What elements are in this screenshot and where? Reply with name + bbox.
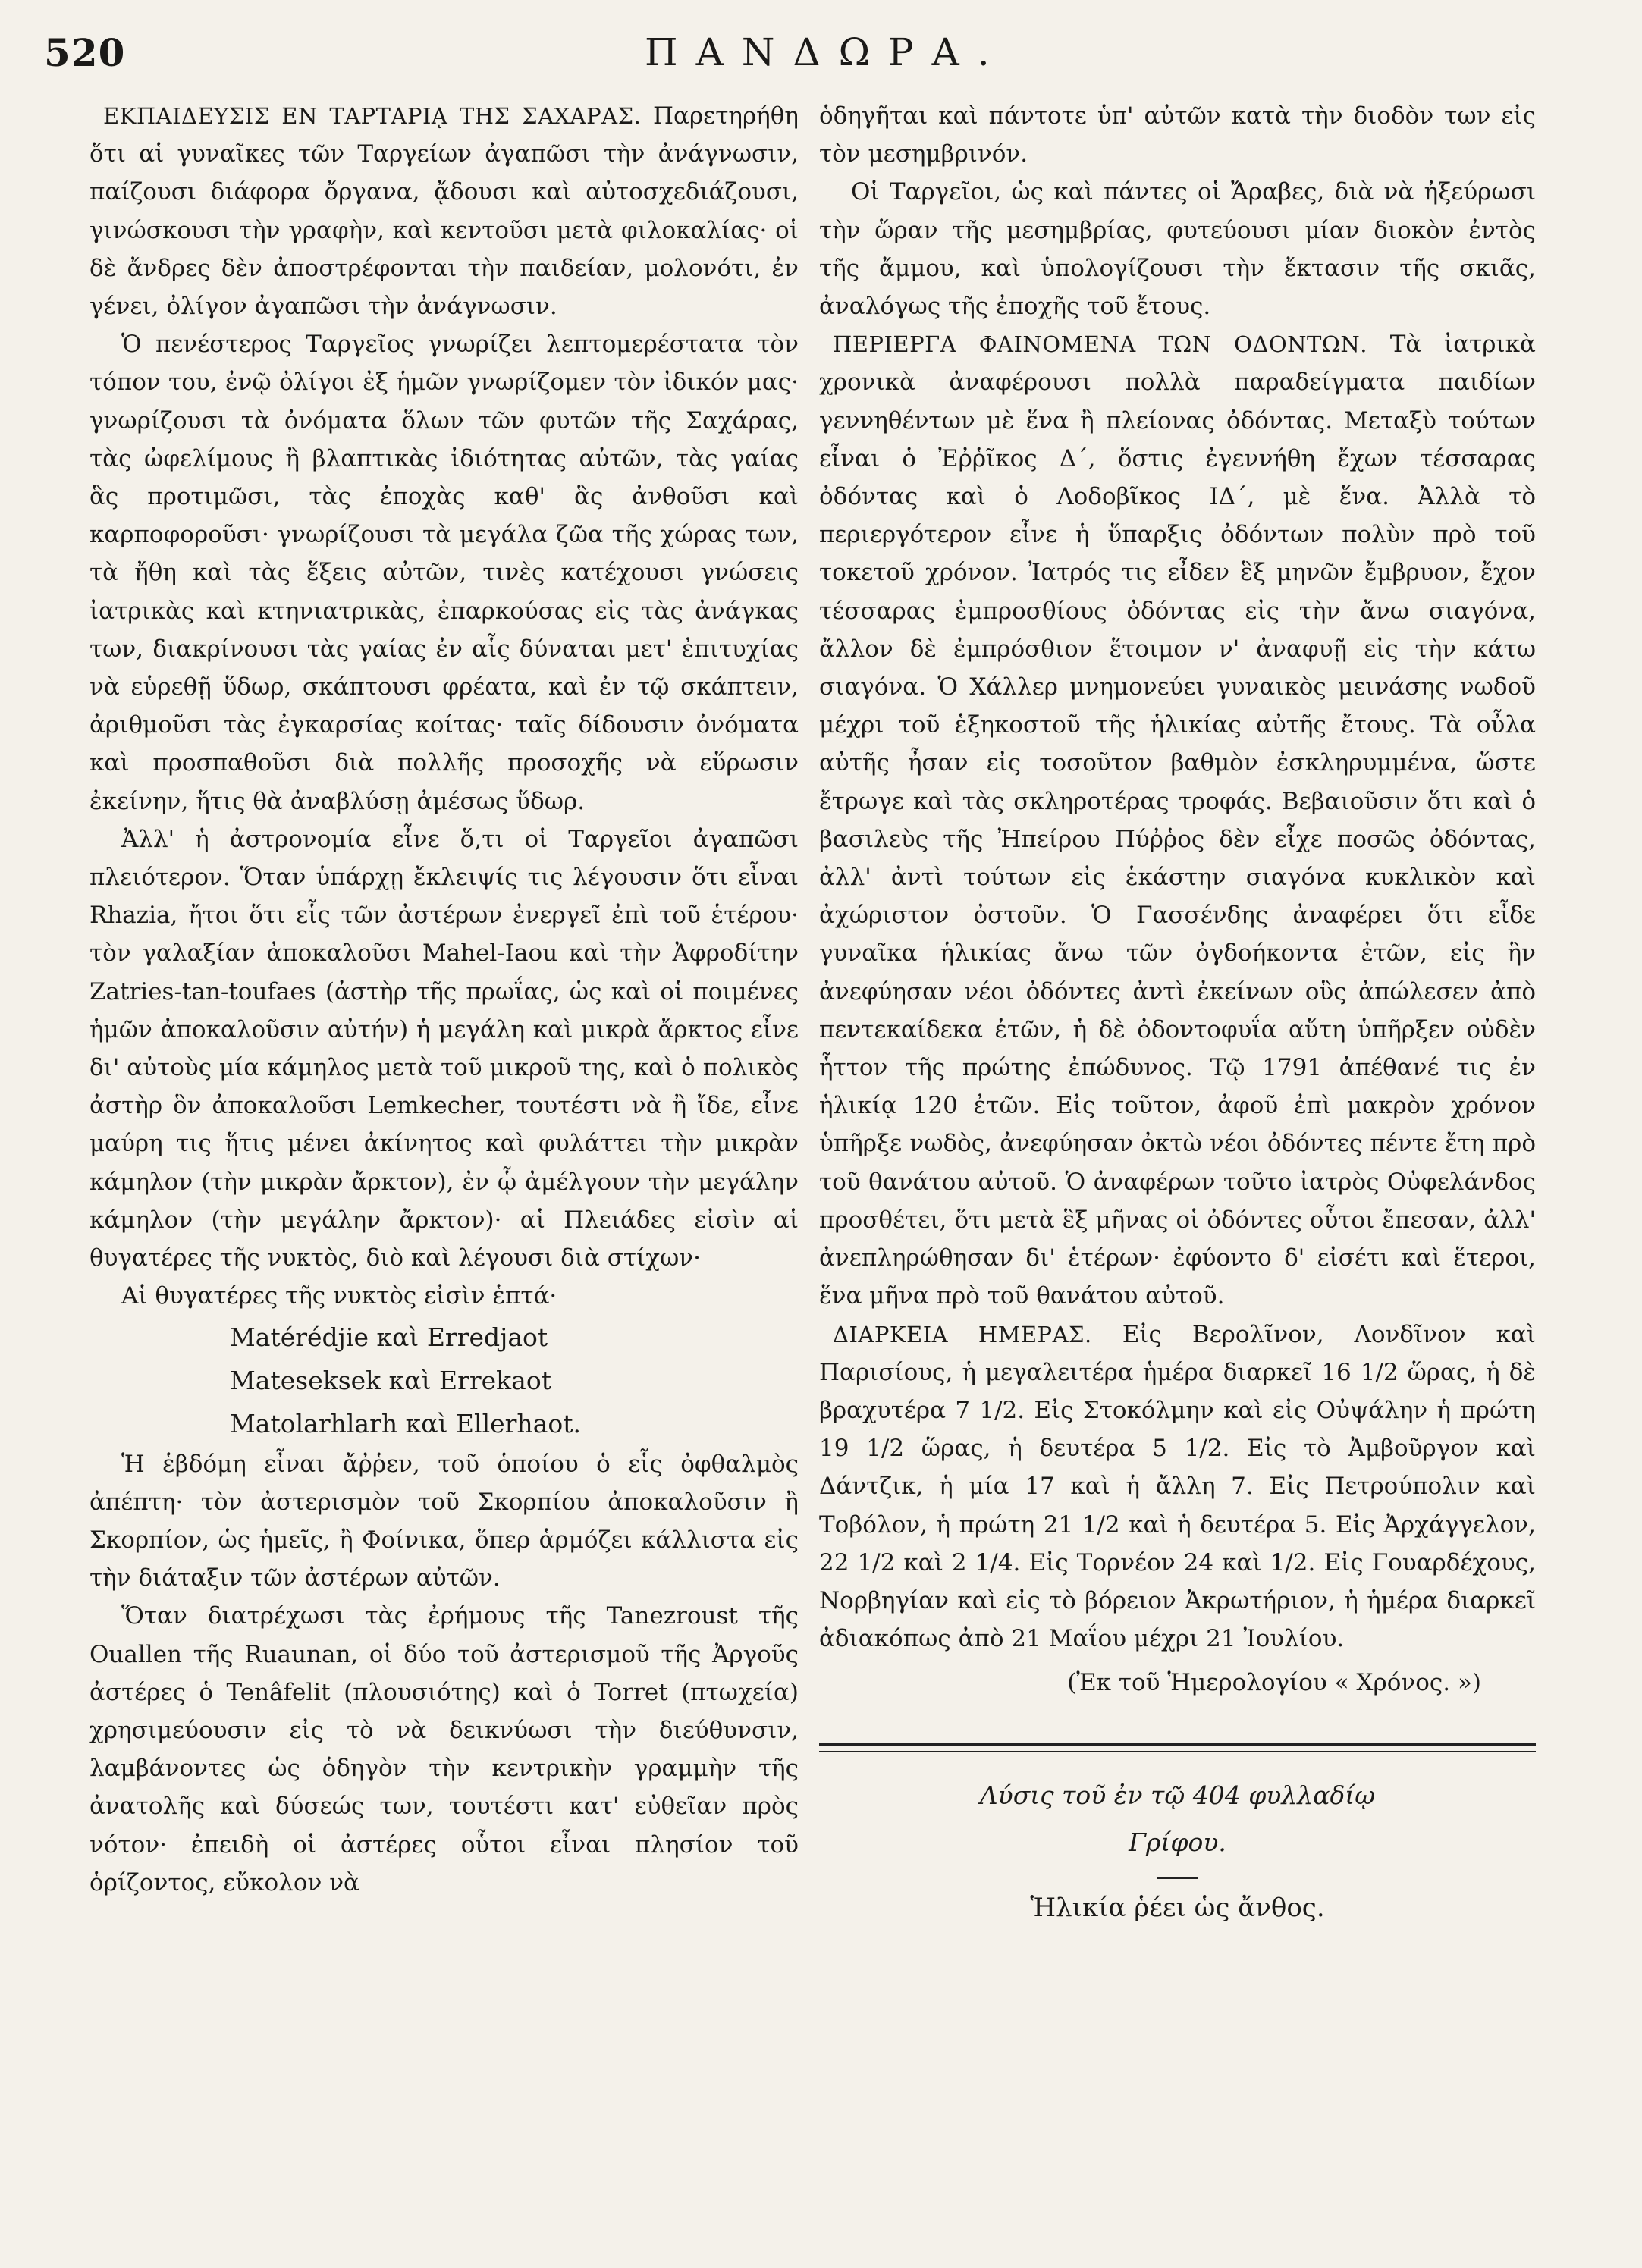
paragraph: Ἡ ἑβδόμη εἶναι ἄῤῥεν, τοῦ ὁποίου ὁ εἷς ὀφθαλμὸς ἀπέπτη· τὸν ἀστερισμὸν τοῦ Σκορπίου ἀποκαλοῦσιν ἢ Σκορπίον, ὡς ἡμεῖς, ἢ Φοίνικα, ὅπερ ἁρμόζει κάλλιστα εἰς τὴν διάταξιν τῶν ἀστέρων αὐτῶν. [89,1450,799,1592]
verse-line: Matérédjie καὶ Erredjaot [230,1322,548,1352]
section-heading: ΔΙΑΡΚΕΙΑ ΗΜΕΡΑΣ. [833,1321,1092,1347]
section-teeth-phenomena [819,325,1536,1315]
section-heading: ΠΕΡΙΕΡΓΑ ΦΑΙΝΟΜΕΝΑ ΤΩΝ ΟΔΟΝΤΩΝ. [833,331,1368,358]
riddle-title-line: Λύσις τοῦ ἐν τῷ 404 φυλλαδίῳ [979,1780,1376,1810]
right-column [819,97,1536,1932]
source-credit: (Ἐκ τοῦ Ἡμερολογίου « Χρόνος. ») [1067,1669,1481,1697]
paragraph: Ὁ πενέστερος Ταργεῖος γνωρίζει λεπτομερέστατα τὸν τόπον του, ἐνῷ ὀλίγοι ἐξ ἡμῶν γνωρίζομεν τὸν ἰδικόν μας· γνωρίζουσι τὰ ὀνόματα ὅλων τῶν φυτῶν τῆς Σαχάρας, τὰς ὠφελίμους ἢ βλαπτικὰς ἰδιότητας αὐτῶν, τὰς γαίας ἃς προτιμῶσι, τὰς ἐποχὰς καθ' ἃς ἀνθοῦσι καὶ καρποφοροῦσι· γνωρίζουσι τὰ μεγάλα ζῶα τῆς χώρας των, τὰ ἤθη καὶ τὰς ἕξεις αὐτῶν, τινὲς κατέχουσι γνώσεις ἰατρικὰς καὶ κτηνιατρικὰς, ἐπαρκούσας εἰς τὰς ἀνάγκας των, διακρίνουσι τὰς γαίας ἐν αἷς δύναται μετ' ἐπιτυχίας νὰ εὑρεθῇ ὕδωρ, σκάπτουσι φρέατα, καὶ ἐν τῷ σκάπτειν, ἀριθμοῦσι τὰς ἐγκαρσίας κοίτας· ταῖς δίδουσιν ὀνόματα καὶ προσπαθοῦσι διὰ πολλῆς προσοχῆς νὰ εὕρωσιν ἐκείνην, ἥτις θὰ ἀναβλύσῃ ἀμέσως ὕδωρ. [89,331,799,815]
paragraph: Ὅταν διατρέχωσι τὰς ἐρήμους τῆς Tanezroust τῆς Ouallen τῆς Ruaunan, οἱ δύο τοῦ ἀστερισμοῦ τῆς Ἀργοῦς ἀστέρες ὁ Tenâfelit (πλουσιότης) καὶ ὁ Torret (πτωχεία) χρησιμεύουσιν εἰς τὸ νὰ δεικνύωσι τὴν διεύθυνσιν, λαμβάνοντες ὡς ὁδηγὸν τὴν κεντρικὴν γραμμὴν τῆς ἀνατολῆς καὶ δύσεώς των, τουτέστι κατ' εὐθεῖαν πρὸς νότον· ἐπειδὴ οἱ ἀστέρες οὗτοι εἶναι πλησίον τοῦ ὁρίζοντος, εὔκολον νὰ [89,1602,799,1896]
section-education-sahara [89,97,799,325]
verse-block [230,1316,799,1445]
page-number: 520 [44,30,126,75]
paragraph: Ἀλλ' ἡ ἀστρονομία εἶνε ὅ,τι οἱ Ταργεῖοι ἀγαπῶσι πλειότερον. Ὅταν ὑπάρχῃ ἔκλειψίς τις λέγουσιν ὅτι εἶναι Rhazia, ἤτοι ὅτι εἷς τῶν ἀστέρων ἐνεργεῖ ἐπὶ τοῦ ἑτέρου· τὸν γαλαξίαν ἀποκαλοῦσι Mahel-Iaou καὶ τὴν Ἀφροδίτην Zatries-tan-toufaes (ἀστὴρ τῆς πρωΐας, ὡς καὶ οἱ ποιμένες ἡμῶν ἀποκαλοῦσιν αὐτήν) ἡ μεγάλη καὶ μικρὰ ἄρκτος εἶνε δι' αὐτοὺς μία κάμηλος μετὰ τοῦ μικροῦ της, καὶ ὁ πολικὸς ἀστὴρ ὃν ἀποκαλοῦσι Lemkecher, τουτέστι νὰ ἢ ἴδε, εἶνε μαύρη τις ἥτις μένει ἀκίνητος καὶ φυλάττει τὴν μικρὰν κάμηλον (τὴν μικρὰν ἄρκτον), ἐν ᾧ ἀμέλγουν τὴν μεγάλην κάμηλον (τὴν μεγάλην ἄρκτον)· αἱ Πλειάδες εἰσὶν αἱ θυγατέρες τῆς νυκτὸς, διὸ καὶ λέγουσι διὰ στίχων· [89,825,799,1272]
section-text: Παρετηρήθη ὅτι αἱ γυναῖκες τῶν Ταργείων ἀγαπῶσι τὴν ἀνάγνωσιν, παίζουσι διάφορα ὄργανα, ᾄδουσι καὶ αὐτοσχεδιάζουσι, γινώσκουσι τὴν γραφὴν, καὶ κεντοῦσι μετὰ φιλοκαλίας· οἱ δὲ ἄνδρες δὲν ἀποστρέφονται τὴν παιδείαν, μολονότι, ἐν γένει, ὀλίγον ἀγαπῶσι τὴν ἀνάγνωσιν. [89,102,799,321]
running-title: ΠΑΝΔΩΡΑ. [645,30,1008,74]
riddle-title-line: Γρίφου. [1129,1827,1226,1857]
section-day-duration [819,1316,1536,1658]
left-column [89,97,799,1902]
verse-line: Mateseksek καὶ Errekaot [230,1365,551,1395]
short-rule-divider [1157,1877,1198,1879]
section-text: Τὰ ἰατρικὰ χρονικὰ ἀναφέρουσι πολλὰ παραδείγματα παιδίων γεννηθέντων μὲ ἕνα ἢ πλείονας ὀδόντας. Μεταξὺ τούτων εἶναι ὁ Ἐῤῥῖκος Δ΄, ὅστις ἐγεννήθη ἔχων τέσσαρας ὀδόντας καὶ ὁ Λοδοβῖκος ΙΔ΄, μὲ ἕνα. Ἀλλὰ τὸ περιεργότερον εἶνε ἡ ὕπαρξις ὀδόντων πολὺν πρὸ τοῦ τοκετοῦ χρόνον. Ἰατρός τις εἶδεν ἓξ μηνῶν ἔμβρυον, ἔχον τέσσαρας ἐμπροσθίους ὀδόντας εἰς τὴν ἄνω σιαγόνα, ἄλλον δὲ ἐμπρόσθιον ἕτοιμον ν' ἀναφυῇ εἰς τὴν κάτω σιαγόνα. Ὁ Χάλλερ μνημονεύει γυναικὸς μεινάσης νωδοῦ μέχρι τοῦ ἑξηκοστοῦ τῆς ἡλικίας αὐτῆς ἔτους. Τὰ οὖλα αὐτῆς ἦσαν εἰς τοσοῦτον βαθμὸν ἐσκληρυμμένα, ὥστε ἔτρωγε καὶ τὰς σκληροτέρας τροφάς. Βεβαιοῦσιν ὅτι καὶ ὁ βασιλεὺς τῆς Ἠπείρου Πύῤῥος δὲν εἶχε ποσῶς ὀδόντας, ἀλλ' ἀντὶ τούτων εἰς ἑκάστην σιαγόνα κυκλικὸν καὶ ἀχώριστον ὀστοῦν. Ὁ Γασσένδης ἀναφέρει ὅτι εἶδε γυναῖκα ἡλικίας ἄνω τῶν ὀγδοήκοντα ἐτῶν, εἰς ἣν ἀνεφύησαν νέοι ὀδόντες ἀντὶ ἐκείνων οὓς ἀπώλεσεν ἀπὸ πεντεκαίδεκα ἐτῶν, ἡ δὲ ὀδοντοφυΐα αὕτη ὑπῆρξεν οὐδὲν ἧττον τῆς πρώτης ἐπώδυνος. Τῷ 1791 ἀπέθανέ τις ἐν ἡλικίᾳ 120 ἐτῶν. Εἰς τοῦτον, ἀφοῦ ἐπὶ μακρὸν χρόνον ὑπῆρξε νωδὸς, ἀνεφύησαν ὀκτὼ νέοι ὀδόντες πέντε ἔτη πρὸ τοῦ θανάτου αὐτοῦ. Ὁ ἀναφέρων τοῦτο ἰατρὸς Οὐφελάνδος προσθέτει, ὅτι μετὰ ἓξ μῆνας οἱ ὀδόντες οὗτοι ἔπεσαν, ἀλλ' ἀνεπληρώθησαν δι' ἑτέρων· ἐφύοντο δ' εἰσέτι καὶ ἕτεροι, ἕνα μῆνα πρὸ τοῦ θανάτου αὐτοῦ. [819,331,1536,1310]
section-text: Εἰς Βερολῖνον, Λονδῖνον καὶ Παρισίους, ἡ μεγαλειτέρα ἡμέρα διαρκεῖ 16 1/2 ὥρας, ἡ δὲ βραχυτέρα 7 1/2. Εἰς Στοκόλμην καὶ εἰς Οὐψάλην ἡ πρώτη 19 1/2 ὥρας, ἡ δευτέρα 5 1/2. Εἰς τὸ Ἀμβοῦργον καὶ Δάντζικ, ἡ μία 17 καὶ ἡ ἄλλη 7. Εἰς Πετρούπολιν καὶ Τοβόλον, ἡ πρώτη 21 1/2 καὶ ἡ δευτέρα 5. Εἰς Ἀρχάγγελον, 22 1/2 καὶ 2 1/4. Εἰς Τορνέον 24 καὶ 1/2. Εἰς Γουαρδέχους, Νορβηγίαν καὶ εἰς τὸ βόρειον Ἀκρωτήριον, ἡ ἡμέρα διαρκεῖ ἀδιακόπως ἀπὸ 21 Μαΐου μέχρι 21 Ἰουλίου. [819,1320,1537,1653]
continued-text: ὁδηγῆται καὶ πάντοτε ὑπ' αὐτῶν κατὰ τὴν διοδὸν των εἰς τὸν μεσημβρινόν. [819,102,1536,168]
riddle-answer: Ἡλικία ῥέει ὡς ἄνθος. [1030,1892,1325,1923]
paragraph: Οἱ Ταργεῖοι, ὡς καὶ πάντες οἱ Ἄραβες, διὰ νὰ ἠξεύρωσι τὴν ὥραν τῆς μεσημβρίας, φυτεύουσι μίαν διοκὸν ἐντὸς τῆς ἄμμου, καὶ ὑπολογίζουσι τὴν ἔκτασιν τῆς σκιᾶς, ἀναλόγως τῆς ἐποχῆς τοῦ ἔτους. [819,178,1536,321]
riddle-solution [819,1772,1536,1866]
page-header [0,30,1642,83]
verse-line: Matolarhlarh καὶ Ellerhaot. [230,1408,581,1438]
double-rule-divider [819,1743,1536,1752]
section-heading: ΕΚΠΑΙΔΕΥΣΙΣ ΕΝ ΤΑΡΤΑΡΙᾼ ΤΗΣ ΣΑΧΑΡΑΣ. [103,103,642,129]
verse-intro: Αἱ θυγατέρες τῆς νυκτὸς εἰσὶν ἑπτά· [121,1282,557,1310]
